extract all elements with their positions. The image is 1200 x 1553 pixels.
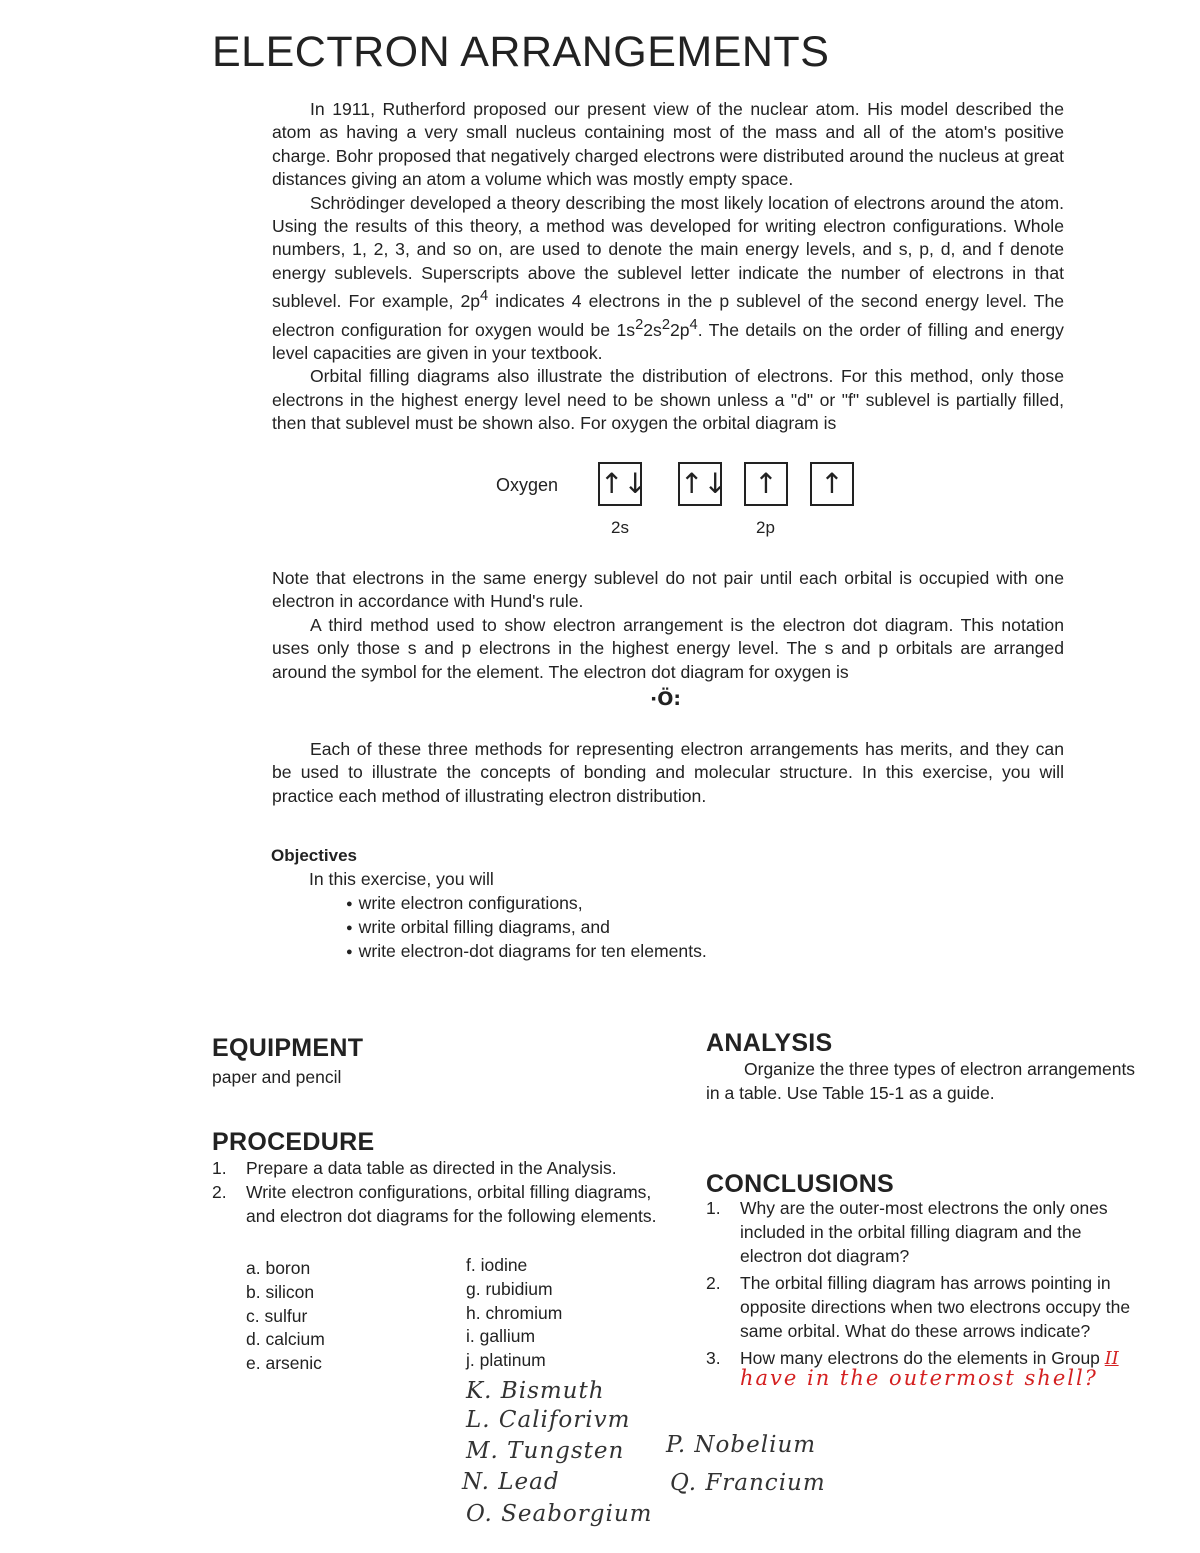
elements-column-2 — [466, 1254, 562, 1373]
conclusion-question: 3. How many electrons do the elements in Group II — [706, 1348, 1119, 1369]
handwritten-element: N. Lead — [462, 1469, 560, 1495]
element-item: e. arsenic — [246, 1353, 322, 1374]
oxygen-dot-diagram: ·Ö: — [650, 688, 681, 710]
equipment-heading: EQUIPMENT — [212, 1034, 364, 1062]
objectives-intro: In this exercise, you will — [309, 869, 494, 889]
sublevel-label-2s: 2s — [611, 518, 629, 537]
analysis-text: Organize the three types of electron arrangements in a table. Use Table 15-1 as a guide. — [706, 1059, 1136, 1103]
hund-paragraph: Note that electrons in the same energy sublevel do not pair until each orbital is occupied with one electron in accordance with Hund's rule. — [272, 568, 1064, 612]
handwritten-element: L. Califorivm — [466, 1407, 631, 1433]
element-item: c. sulfur — [246, 1305, 308, 1326]
summary-section — [272, 738, 1064, 808]
summary-paragraph: Each of these three methods for representing electron arrangements has merits, and they can be used to illustrate the concepts of bonding and molecular structure. In this exercise, you will practice each method of illustrating electron distribution. — [272, 739, 1064, 806]
group-annotation: II — [1104, 1349, 1119, 1369]
conclusions-heading: CONCLUSIONS — [706, 1170, 895, 1198]
red-handwritten-annotation: have in the outermost shell? — [740, 1366, 1098, 1390]
element-item: g. rubidium — [466, 1278, 553, 1299]
intro-section — [272, 98, 1064, 435]
handwritten-element: K. Bismuth — [466, 1378, 605, 1404]
procedure-heading: PROCEDURE — [212, 1128, 375, 1156]
page-title: ELECTRON ARRANGEMENTS — [212, 28, 830, 76]
handwritten-element: M. Tungsten — [466, 1438, 625, 1464]
conclusions-list — [706, 1196, 1138, 1374]
intro-paragraph-1: In 1911, Rutherford proposed our present view of the nuclear atom. His model described the atom as having a very small nucleus containing most of the mass and all of the atom's positive charge. Bohr proposed that negatively charged electrons were distributed around the nucleus at great distances giving an atom a volume which was mostly empty space. — [272, 99, 1064, 190]
analysis-heading: ANALYSIS — [706, 1029, 833, 1057]
intro-paragraph-2: Schrödinger developed a theory describing the most likely location of electrons around the atom. Using the results of this theory, a method was developed for writing electron configurations. Whole numbers, 1, 2, 3, and so on, are used to denote the main energy levels, and s, p, d, and f denote energy sublevels. Superscripts above the sublevel letter indicate the number of electrons in that sublevel. For example, $2p^4$ indicates 4 electrons in the p sublevel of the second energy level. The electron configuration for oxygen would be $1s^22s^22p^4$. The details on the order of filling and energy level capacities are given in your textbook. — [272, 192, 1065, 363]
conclusion-question: 2. The orbital filling diagram has arrows pointing in opposite directions when two electrons occupy the same orbital. What do these arrows indicate? — [706, 1273, 1131, 1341]
orbital-box-2p-2: ↑ — [744, 462, 788, 506]
objective-item: ● write orbital filling diagrams, and — [346, 916, 707, 940]
element-item: b. silicon — [246, 1281, 315, 1302]
procedure-step: 2. Write electron configurations, orbital filling diagrams, and electron dot diagrams for the following elements. — [212, 1182, 657, 1226]
procedure-steps — [212, 1156, 657, 1228]
conclusion-question: 1. Why are the outer-most electrons the only ones included in the orbital filling diagram and the electron dot diagram? — [706, 1198, 1108, 1266]
orbital-box-2s: ↑↓ — [598, 462, 642, 506]
equipment-text: paper and pencil — [212, 1067, 342, 1087]
handwritten-element: O. Seaborgium — [466, 1501, 653, 1527]
orbital-box-2p-1: ↑↓ — [678, 462, 722, 506]
element-item: d. calcium — [246, 1329, 325, 1350]
element-item: f. iodine — [466, 1255, 528, 1275]
hund-section — [272, 567, 1064, 684]
element-item: h. chromium — [466, 1302, 563, 1323]
objectives-heading: Objectives — [271, 846, 357, 865]
element-item: j. platinum — [466, 1350, 546, 1371]
objectives-list — [346, 892, 707, 964]
orbital-box-2p-3: ↑ — [810, 462, 854, 506]
handwritten-element: P. Nobelium — [666, 1432, 817, 1458]
orbital-element-label: Oxygen — [496, 475, 559, 495]
objective-item: ● write electron-dot diagrams for ten elements. — [346, 940, 707, 964]
dot-diagram-paragraph: A third method used to show electron arrangement is the electron dot diagram. This notation uses only those s and p electrons in the highest energy level. The s and p orbitals are arranged around the symbol for the element. The electron dot diagram for oxygen is — [272, 614, 1064, 682]
element-item: a. boron — [246, 1258, 311, 1278]
handwritten-element: Q. Francium — [670, 1470, 826, 1496]
objective-item: ● write electron configurations, — [346, 892, 707, 916]
elements-column-1 — [246, 1257, 325, 1376]
element-item: i. gallium — [466, 1326, 536, 1347]
procedure-step: 1. Prepare a data table as directed in the Analysis. — [212, 1158, 617, 1178]
sublevel-label-2p: 2p — [756, 518, 775, 537]
intro-paragraph-3: Orbital filling diagrams also illustrate the distribution of electrons. For this method, only those electrons in the highest energy level need to be shown unless a "d" or "f" sublevel is partially filled, then that sublevel must be shown also. For oxygen the orbital diagram is — [272, 366, 1064, 433]
